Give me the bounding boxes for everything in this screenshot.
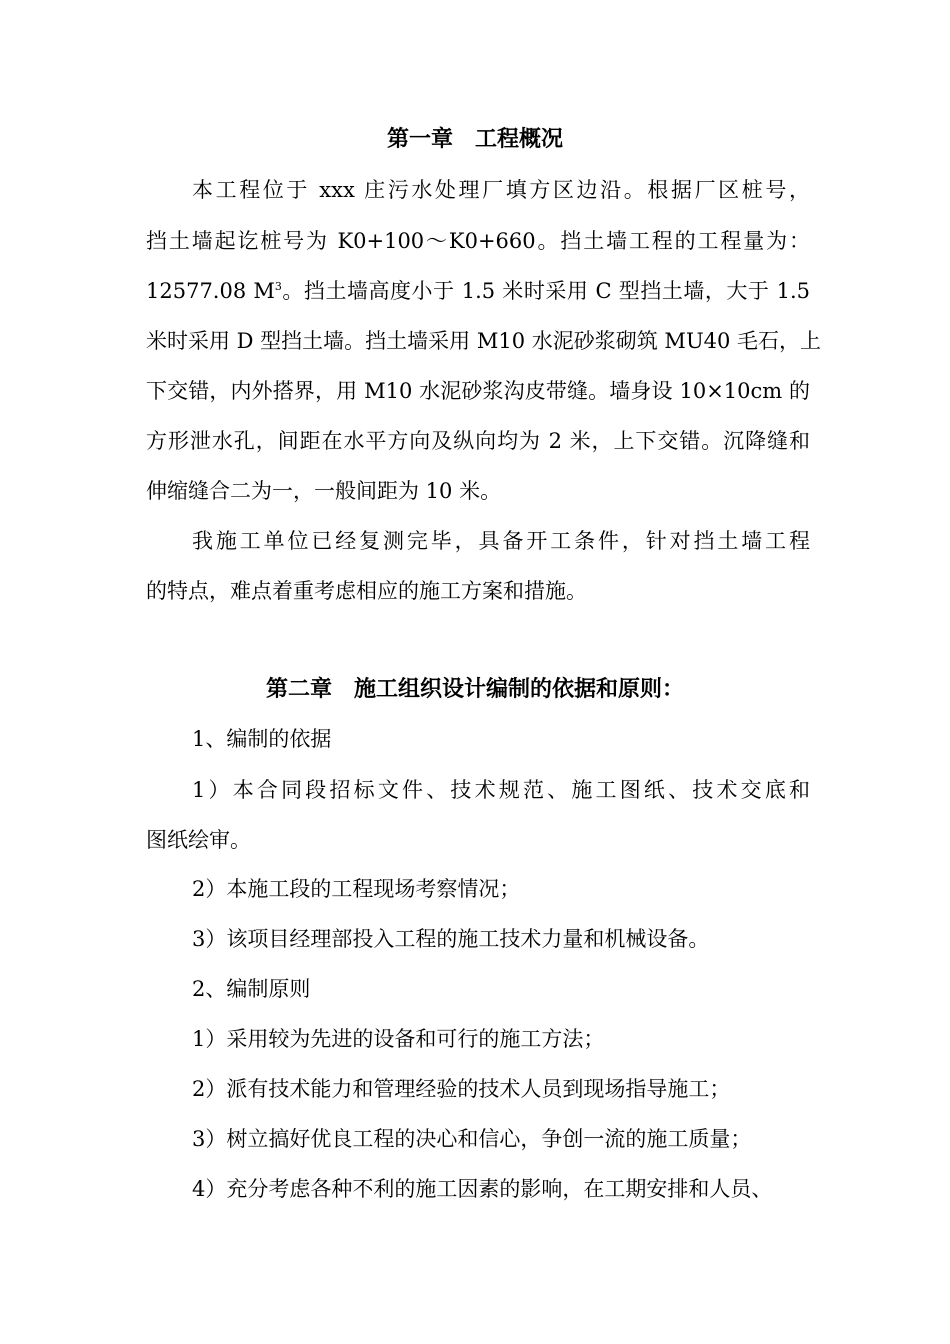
ch1-para1-line3-rest: 。挡土墙高度小于 1.5 米时采用 C 型挡土墙，大于 1.5 xyxy=(281,279,810,303)
ch1-para1-line6: 方形泄水孔，间距在水平方向及纵向均为 2 米，上下交错。沉降缝和 xyxy=(146,429,810,453)
ch1-para1-line3 xyxy=(146,276,810,306)
section-2-heading: 2、编制原则 xyxy=(192,977,311,1001)
ch1-para1-line7: 伸缩缝合二为一，一般间距为 10 米。 xyxy=(146,479,502,503)
ch1-para1-line1: 本工程位于 xxx 庄污水处理厂填方区边沿。根据厂区桩号， xyxy=(192,178,810,202)
cubic-superscript: 3 xyxy=(274,280,282,293)
chapter-1-title: 第一章 工程概况 xyxy=(386,127,563,152)
s2-item4: 4）充分考虑各种不利的施工因素的影响，在工期安排和人员、 xyxy=(192,1177,773,1201)
s1-item3: 3）该项目经理部投入工程的施工技术力量和机械设备。 xyxy=(192,927,710,951)
chapter-2-title: 第二章 施工组织设计编制的依据和原则： xyxy=(265,677,684,702)
section-1-heading: 1、编制的依据 xyxy=(192,727,332,751)
ch1-para2-line2: 的特点，难点着重考虑相应的施工方案和措施。 xyxy=(146,579,587,603)
s2-item3: 3）树立搞好优良工程的决心和信心，争创一流的施工质量； xyxy=(192,1127,752,1151)
ch1-para2-line1: 我施工单位已经复测完毕，具备开工条件，针对挡土墙工程 xyxy=(192,529,810,553)
ch1-para1-line5: 下交错，内外搭界，用 M10 水泥砂浆沟皮带缝。墙身设 10×10cm 的 xyxy=(146,379,810,403)
s1-item1-line2: 图纸绘审。 xyxy=(146,828,251,852)
ch1-para1-line2: 挡土墙起讫桩号为 K0+100～K0+660。挡土墙工程的工程量为： xyxy=(146,229,810,253)
s2-item1: 1）采用较为先进的设备和可行的施工方法； xyxy=(192,1027,605,1051)
ch1-para1-line4: 米时采用 D 型挡土墙。挡土墙采用 M10 水泥砂浆砌筑 MU40 毛石，上 xyxy=(146,329,822,353)
s1-item1-line1: 1）本合同段招标文件、技术规范、施工图纸、技术交底和 xyxy=(192,778,810,802)
s1-item2: 2）本施工段的工程现场考察情况； xyxy=(192,877,521,901)
s2-item2: 2）派有技术能力和管理经验的技术人员到现场指导施工； xyxy=(192,1077,731,1101)
quantity-text: 12577.08 M xyxy=(146,279,275,303)
